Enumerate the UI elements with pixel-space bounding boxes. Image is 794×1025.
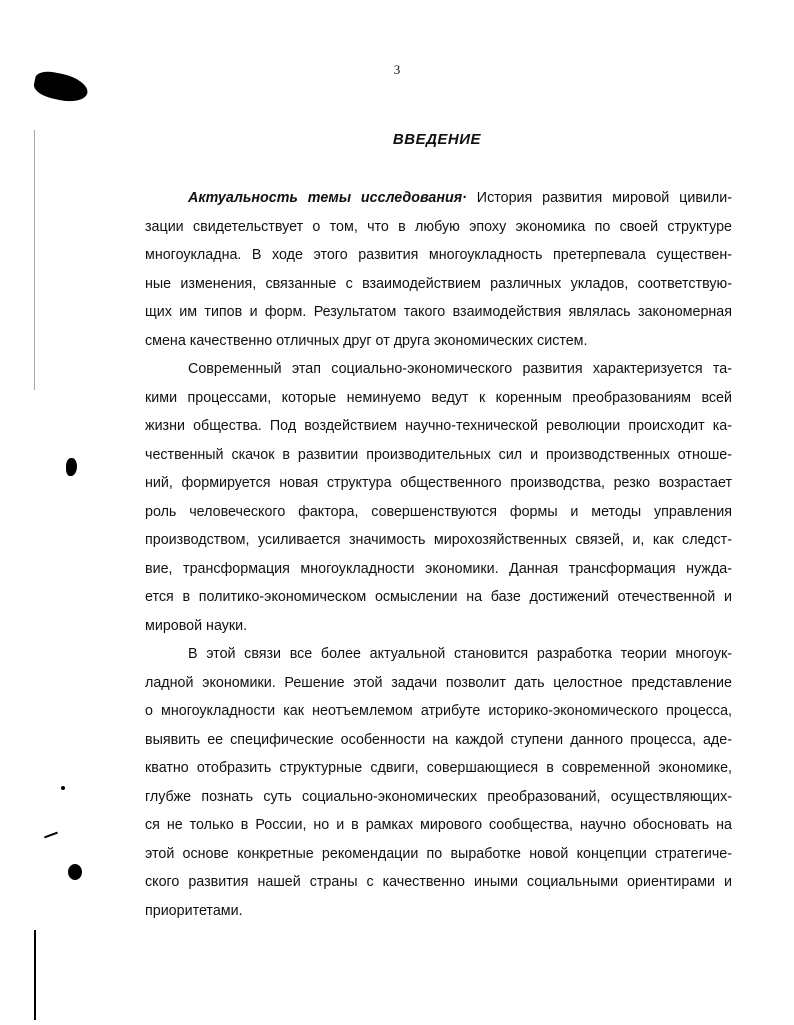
line-text: История развития мировой цивили- [466,190,732,206]
ink-blot-low [68,864,82,880]
text-line [145,441,732,470]
line-text: кими процессами, которые неминуемо ведут к коренным преобразованиям всей [145,389,732,406]
text-line [145,612,732,641]
scan-edge-line [34,130,35,390]
text-line [145,726,732,755]
ink-blot-mid [66,458,77,476]
text-line [145,327,732,356]
text-line [145,669,732,698]
scan-edge-line-lower [34,930,36,1020]
line-text: роль человеческого фактора, совершенствуются формы и методы управления [145,503,732,520]
text-line [145,783,732,812]
line-text: ладной экономики. Решение этой задачи позволит дать целостное представление [145,674,732,691]
line-text: глубже познать суть социально-экономических преобразований, осуществляющих- [145,788,732,805]
text-line [145,241,732,270]
line-text: ные изменения, связанные с взаимодействием различных укладов, соответствую- [145,275,732,292]
line-text: ется в политико-экономическом осмыслении на базе достижений отечественной и [145,589,732,605]
line-text: вие, трансформация многоукладности экономики. Данная трансформация нужда- [145,560,732,577]
line-text: чественный скачок в развитии производительных сил и производственных отноше- [145,446,732,463]
text-line [145,270,732,299]
text-line [145,213,732,242]
text-line [145,469,732,498]
line-text: жизни общества. Под воздействием научно-технической революции происходит ка- [145,418,732,434]
ink-mark [44,832,58,839]
line-text: ского развития нашей страны с качественно иными социальными ориентирами и [145,874,732,890]
text-line [145,640,732,669]
text-line [145,583,732,612]
line-text: кватно отобразить структурные сдвиги, совершающиеся в современной экономике, [145,760,732,776]
line-text: ся не только в России, но и в рамках мирового сообщества, научно обосновать на [145,817,732,833]
section-heading: ВВЕДЕНИЕ [392,131,482,148]
line-text: этой основе конкретные рекомендации по выработке новой концепции стратегиче- [145,845,732,862]
text-line [145,840,732,869]
line-text: производством, усиливается значимость мирохозяйственных связей, и, как следст- [145,532,732,548]
page-number: 3 [393,62,401,77]
line-text: Современный этап социально-экономического развития характеризуется та- [188,361,732,377]
line-text: В этой связи все более актуальной становится разработка теории многоук- [188,646,732,662]
text-line [145,184,732,213]
ink-dot [61,786,65,790]
text-line [145,811,732,840]
document-body [145,184,732,925]
line-text: многоукладна. В ходе этого развития многоукладность претерпевала существен- [145,247,732,263]
text-line [145,384,732,413]
line-text: смена качественно отличных друг от друга экономических систем. [145,332,588,349]
text-line [145,412,732,441]
line-text: зации свидетельствует о том, что в любую эпоху экономика по своей структуре [145,218,732,235]
text-line [145,526,732,555]
line-text: ний, формируется новая структура общественного производства, резко возрастает [145,475,732,491]
text-line [145,897,732,926]
text-line [145,754,732,783]
text-line [145,298,732,327]
line-text: щих им типов и форм. Результатом такого взаимодействия являлась закономерная [145,304,732,320]
text-line [145,355,732,384]
line-text: выявить ее специфические особенности на каждой ступени данного процесса, аде- [145,731,732,748]
text-line [145,555,732,584]
line-text: о многоукладности как неотъемлемом атрибуте историко-экономического процесса, [145,703,732,719]
text-line [145,498,732,527]
emphasized-lead: Актуальность темы исследования· [188,190,467,206]
text-line [145,697,732,726]
text-line [145,868,732,897]
line-text: мировой науки. [145,617,248,634]
line-text: приоритетами. [145,902,243,919]
